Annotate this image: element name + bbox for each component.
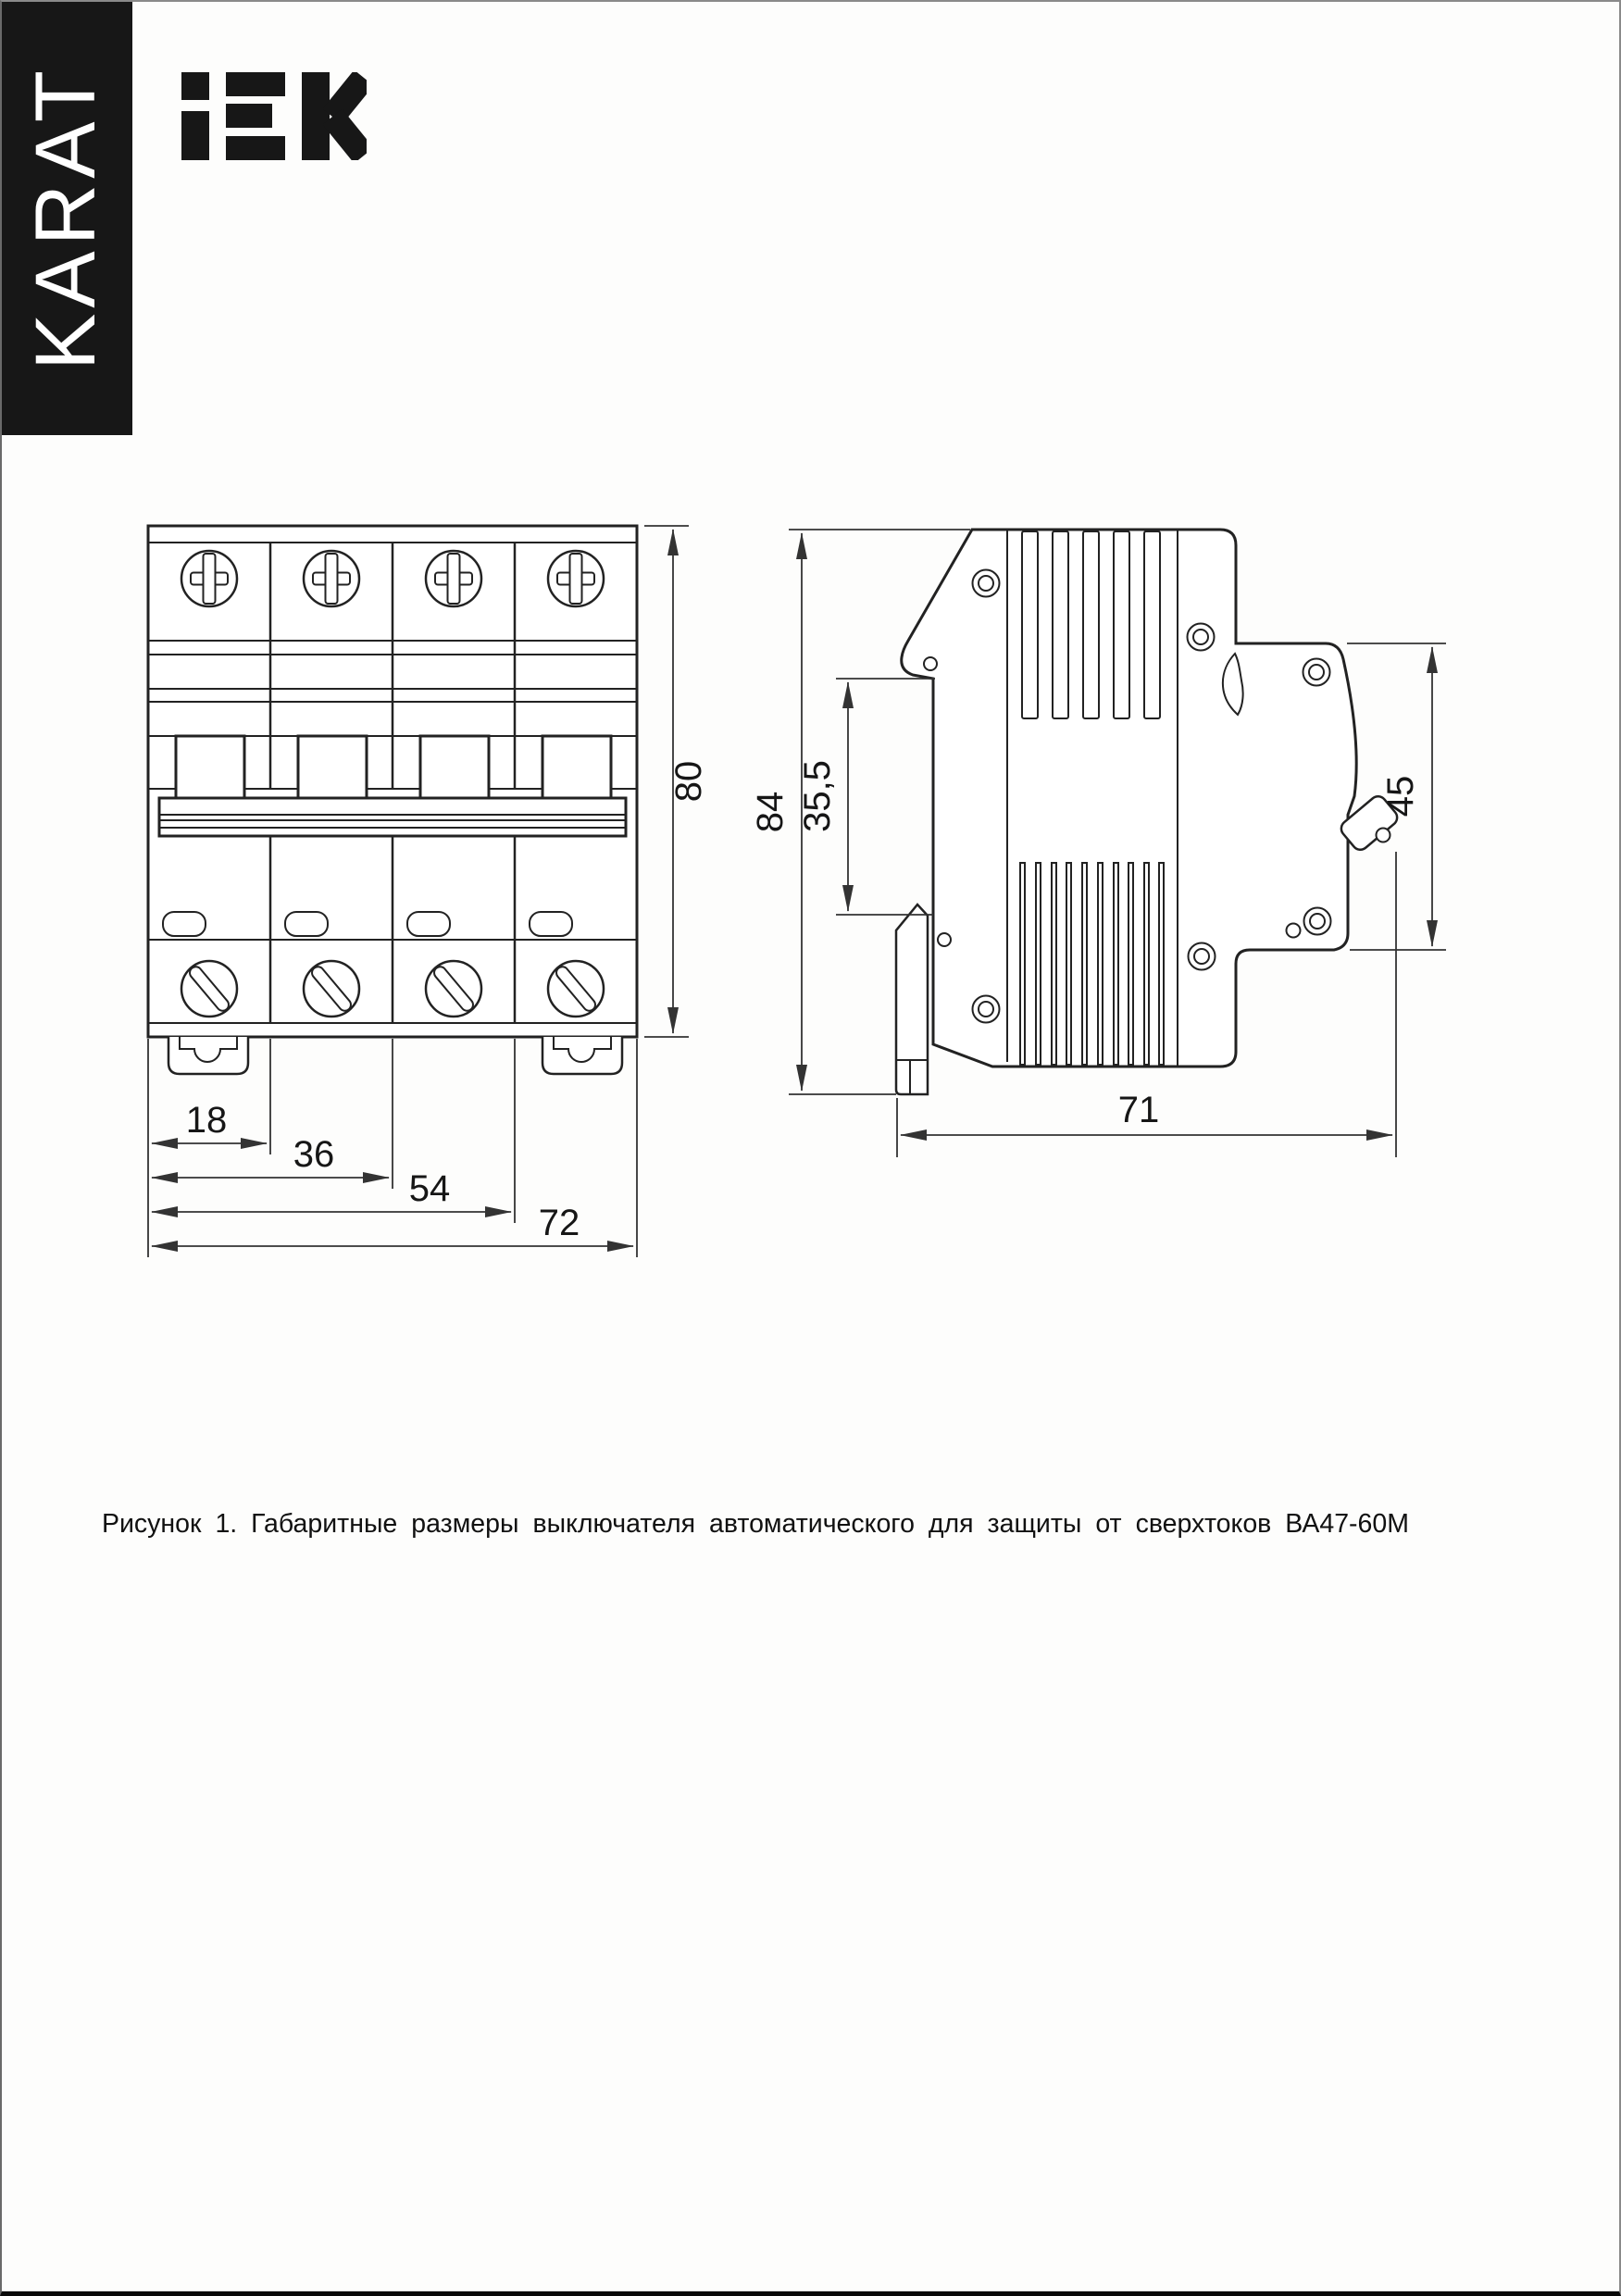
- slotted-screw-icon: [548, 961, 604, 1017]
- side-view: [750, 530, 1446, 1157]
- dim-label-35-5: 35,5: [797, 760, 838, 832]
- phillips-screw-icon: [548, 551, 604, 606]
- phillips-screw-icon: [304, 551, 359, 606]
- toggle-handle: [420, 736, 489, 798]
- din-rail-clips-front: [168, 1037, 622, 1074]
- phillips-screw-icon: [181, 551, 237, 606]
- rivet-icon: [973, 570, 1000, 597]
- slotted-screw-icon: [181, 961, 237, 1017]
- dim-label-72: 72: [538, 1203, 580, 1243]
- pin-hole: [1287, 924, 1301, 938]
- dim-label-80: 80: [668, 760, 709, 803]
- slotted-screw-icon: [304, 961, 359, 1017]
- figure-caption: Рисунок 1. Габаритные размеры выключателя автоматического для защиты от сверхтоков ВА47-60М: [102, 1509, 1409, 1539]
- phillips-screw-icon: [426, 551, 481, 606]
- toggle-handle: [176, 736, 244, 798]
- rivet-icon: [1303, 659, 1330, 686]
- dim-label-54: 54: [408, 1168, 451, 1209]
- rivet-icon: [973, 996, 1000, 1023]
- rivet-icon: [1188, 624, 1215, 651]
- karat-brand-label: KARAT: [19, 65, 113, 370]
- toggle-handle: [542, 736, 611, 798]
- dim-label-36: 36: [293, 1134, 335, 1175]
- dim-label-45: 45: [1380, 775, 1421, 817]
- slotted-screw-icon: [426, 961, 481, 1017]
- dim-height-80: [644, 526, 709, 1037]
- toggle-handle: [298, 736, 367, 798]
- rivet-icon: [1304, 908, 1331, 935]
- din-claw-side: [896, 905, 928, 1094]
- toggle-tie-bar: [159, 798, 626, 836]
- claw-pin: [938, 933, 951, 946]
- dim-label-84: 84: [750, 791, 791, 833]
- dim-rail-channel-35-5: [797, 679, 935, 915]
- front-view: [148, 526, 709, 1257]
- dim-label-18: 18: [185, 1100, 228, 1141]
- claw-pin: [924, 657, 937, 670]
- dim-label-71: 71: [1117, 1090, 1160, 1130]
- rivet-icon: [1189, 943, 1216, 970]
